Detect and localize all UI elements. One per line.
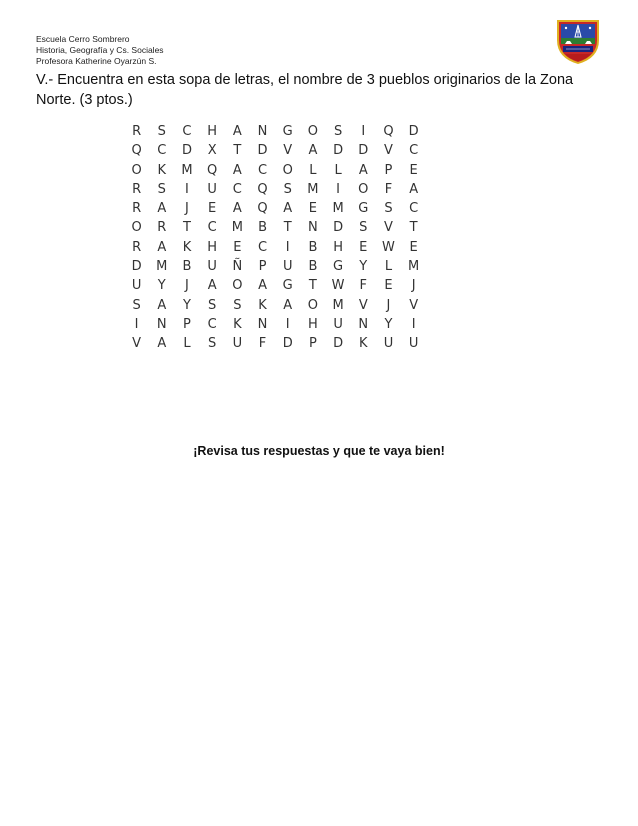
letter-cell: A [157,297,167,313]
letter-cell: O [358,181,369,197]
letter-cell: G [358,201,369,217]
letter-cell: A [232,162,242,178]
letter-cell: C [157,143,167,159]
letter-cell: S [132,297,141,313]
letter-cell: A [409,181,419,197]
letter-cell: I [285,316,290,332]
letter-cell: Q [257,201,268,217]
letter-cell: L [334,162,342,178]
letter-cell: U [408,336,419,352]
document-header [36,34,164,67]
letter-cell: A [232,201,242,217]
letter-cell: S [208,297,217,313]
letter-cell: W [382,239,395,255]
letter-cell: U [333,316,343,332]
letter-cell: V [132,336,142,352]
letter-cell: B [308,259,318,275]
letter-cell: I [361,124,366,139]
letter-cell: Q [383,124,394,139]
letter-cell: K [233,316,242,332]
letter-cell: M [231,220,243,236]
letter-cell: D [408,124,419,139]
letter-cell: J [185,201,189,217]
letter-cell: M [181,162,193,178]
letter-cell: O [307,297,319,313]
letter-cell: O [282,162,293,178]
letter-cell: A [157,336,167,352]
school-name: Escuela Cerro Sombrero [36,34,130,44]
letter-cell: C [207,316,217,332]
letter-cell: D [333,143,344,159]
letter-cell: F [359,278,368,294]
letter-cell: C [207,220,217,236]
letter-cell: R [132,239,142,255]
letter-cell: S [233,297,242,313]
letter-cell: S [157,181,166,197]
letter-cell: Q [257,181,268,197]
letter-cell: S [359,220,368,236]
subject-name: Historia, Geografía y Cs. Sociales [36,45,164,55]
letter-cell: N [257,316,268,332]
letter-cell: O [131,220,142,236]
letter-cell: A [283,297,293,313]
letter-cell: E [308,201,318,217]
letter-cell: I [285,239,290,255]
letter-cell: P [183,316,191,332]
letter-cell: U [207,181,217,197]
letter-cell: K [258,297,267,313]
letter-cell: P [258,259,267,275]
letter-cell: L [183,336,191,352]
letter-cell: V [283,143,293,159]
letter-cell: B [182,259,192,275]
letter-cell: K [182,239,192,255]
letter-cell: V [409,297,419,313]
school-crest-icon [553,14,603,66]
letter-cell: F [258,336,267,352]
letter-cell: Q [207,162,218,178]
letter-cell: S [333,124,343,139]
letter-cell: C [409,201,419,217]
letter-cell: L [309,162,317,178]
letter-cell: D [333,336,344,352]
letter-cell: F [384,181,393,197]
instruction-text: V.- Encuentra en esta sopa de letras, el nombre de 3 pueblos originarios de la Zona Norte. (3 ptos.) [36,72,574,108]
letter-cell: E [409,162,418,178]
letter-cell: V [358,297,368,313]
letter-cell: C [257,162,268,178]
letter-cell: A [258,278,267,294]
letter-cell: U [131,278,142,294]
letter-cell: N [257,124,268,139]
letter-cell: T [308,278,317,294]
letter-cell: A [157,201,167,217]
letter-cell: G [282,278,293,294]
letter-cell: C [257,239,268,255]
letter-cell: M [156,259,168,275]
letter-cell: P [384,162,393,178]
letter-cell: A [157,239,167,255]
letter-cell: Y [384,316,393,332]
letter-cell: Y [359,259,368,275]
letter-cell: A [358,162,368,178]
letter-cell: E [384,278,393,294]
letter-cell: T [182,220,191,236]
letter-cell: I [411,316,416,332]
letter-cell: V [384,220,393,236]
word-search-grid [124,122,426,354]
letter-cell: O [307,124,319,139]
letter-cell: U [282,259,293,275]
letter-cell: E [359,239,368,255]
letter-cell: M [332,201,344,217]
letter-cell: C [182,124,192,139]
closing-message: ¡Revisa tus respuestas y que te vaya bien! [193,444,445,458]
letter-cell: S [208,336,217,352]
letter-cell: X [207,143,217,159]
letter-cell: G [282,124,293,139]
letter-cell: M [408,259,420,275]
letter-cell: T [409,220,418,236]
letter-cell: O [131,162,142,178]
letter-cell: J [386,297,391,313]
letter-cell: E [233,239,242,255]
letter-cell: K [157,162,167,178]
letter-cell: I [185,181,189,197]
letter-cell: A [308,143,318,159]
letter-cell: D [131,259,142,275]
letter-cell: L [384,259,393,275]
letter-cell: H [207,239,218,255]
letter-cell: V [384,143,393,159]
letter-cell: H [333,239,343,255]
letter-cell: D [282,336,293,352]
letter-cell: K [359,336,368,352]
letter-cell: D [181,143,192,159]
letter-cell: H [207,124,218,139]
letter-cell: J [411,278,416,294]
letter-cell: N [156,316,167,332]
letter-cell: I [336,181,341,197]
letter-cell: T [233,143,242,159]
letter-cell: U [383,336,394,352]
letter-cell: O [232,278,243,294]
letter-cell: E [409,239,418,255]
letter-cell: A [283,201,293,217]
letter-cell: J [185,278,189,294]
letter-cell: S [283,181,292,197]
letter-cell: N [358,316,369,332]
letter-cell: I [134,316,139,332]
letter-cell: R [132,201,142,217]
letter-cell: H [308,316,318,332]
letter-cell: D [257,143,268,159]
letter-cell: M [332,297,344,313]
letter-cell: G [333,259,344,275]
letter-cell: Q [131,143,142,159]
teacher-name: Profesora Katherine Oyarzún S. [36,56,157,66]
letter-cell: C [409,143,419,159]
letter-cell: N [308,220,318,236]
letter-cell: M [307,181,319,197]
letter-cell: D [333,220,344,236]
letter-cell: W [331,278,345,294]
letter-cell: T [283,220,292,236]
letter-cell: S [157,124,166,139]
letter-cell: A [207,278,217,294]
letter-cell: U [232,336,243,352]
letter-cell: Ñ [232,259,243,275]
letter-cell: C [232,181,242,197]
letter-cell: A [232,124,242,139]
letter-cell: R [157,220,167,236]
letter-cell: B [258,220,267,236]
letter-cell: S [384,201,393,217]
letter-cell: R [132,124,142,139]
letter-cell: D [358,143,369,159]
letter-cell: Y [157,278,166,294]
letter-cell: R [132,181,142,197]
letter-cell: B [308,239,318,255]
letter-cell: Y [182,297,191,313]
letter-cell: E [208,201,217,217]
letter-cell: U [207,259,217,275]
letter-cell: P [308,336,317,352]
